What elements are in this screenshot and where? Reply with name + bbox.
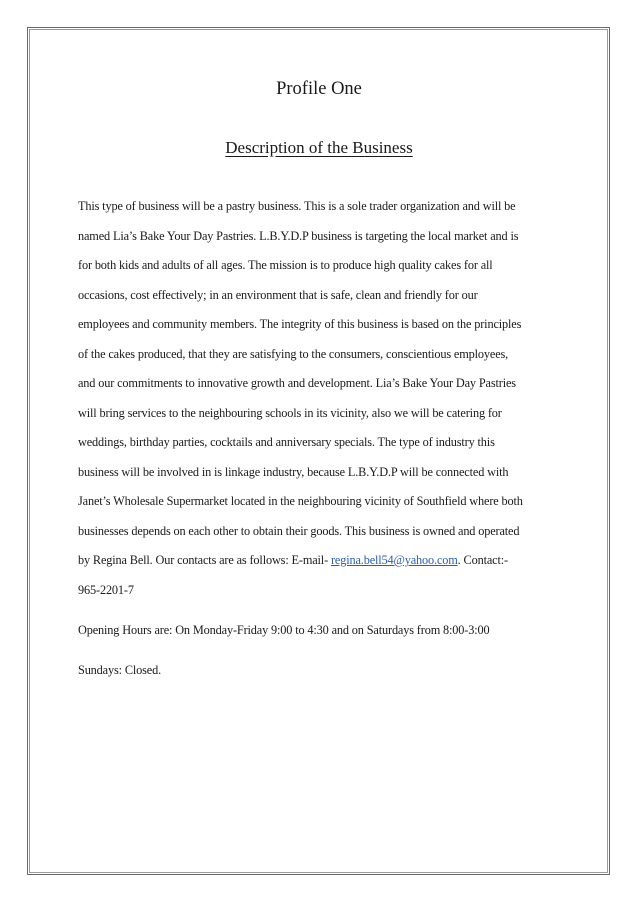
paragraph-line: of the cakes produced, that they are satisfying to the consumers, conscientious employees, xyxy=(78,346,509,361)
business-description xyxy=(78,198,560,611)
sunday-hours: Sundays: Closed. xyxy=(78,663,161,677)
paragraph-line: businesses depends on each other to obtain their goods. This business is owned and operated xyxy=(78,523,520,538)
contact-line xyxy=(78,552,560,582)
document-subtitle: Description of the Business xyxy=(225,138,413,157)
paragraph-line: occasions, cost effectively; in an environment that is safe, clean and friendly for our xyxy=(78,287,478,302)
contact-line-suffix: . Contact:- xyxy=(457,553,508,567)
paragraph-line: This type of business will be a pastry business. This is a sole trader organization and will be xyxy=(78,199,516,213)
paragraph-line: will bring services to the neighbouring schools in its vicinity, also we will be catering for xyxy=(78,405,502,420)
document-title xyxy=(0,78,638,100)
paragraph-line: employees and community members. The integrity of this business is based on the principles xyxy=(78,317,522,331)
contact-line-prefix: by Regina Bell. Our contacts are as follows: E-mail- xyxy=(78,553,331,567)
opening-hours: Opening Hours are: On Monday-Friday 9:00 to 4:30 and on Saturdays from 8:00-3:00 xyxy=(78,623,490,637)
phone-number: 965-2201-7 xyxy=(78,582,134,597)
paragraph-line: business will be involved in is linkage industry, because L.B.Y.D.P will be connected with xyxy=(78,464,509,479)
paragraph-line: Janet’s Wholesale Supermarket located in the neighbouring vicinity of Southfield where both xyxy=(78,494,523,508)
paragraph-line: and our commitments to innovative growth and development. Lia’s Bake Your Day Pastries xyxy=(78,376,516,390)
document-title-text: Profile One xyxy=(276,79,362,99)
paragraph-line: weddings, birthday parties, cocktails and anniversary specials. The type of industry this xyxy=(78,435,495,449)
paragraph-line: for both kids and adults of all ages. The mission is to produce high quality cakes for all xyxy=(78,258,493,272)
paragraph-line: named Lia’s Bake Your Day Pastries. L.B.Y.D.P business is targeting the local market and is xyxy=(78,228,519,243)
email-link[interactable]: regina.bell54@yahoo.com xyxy=(330,553,458,567)
